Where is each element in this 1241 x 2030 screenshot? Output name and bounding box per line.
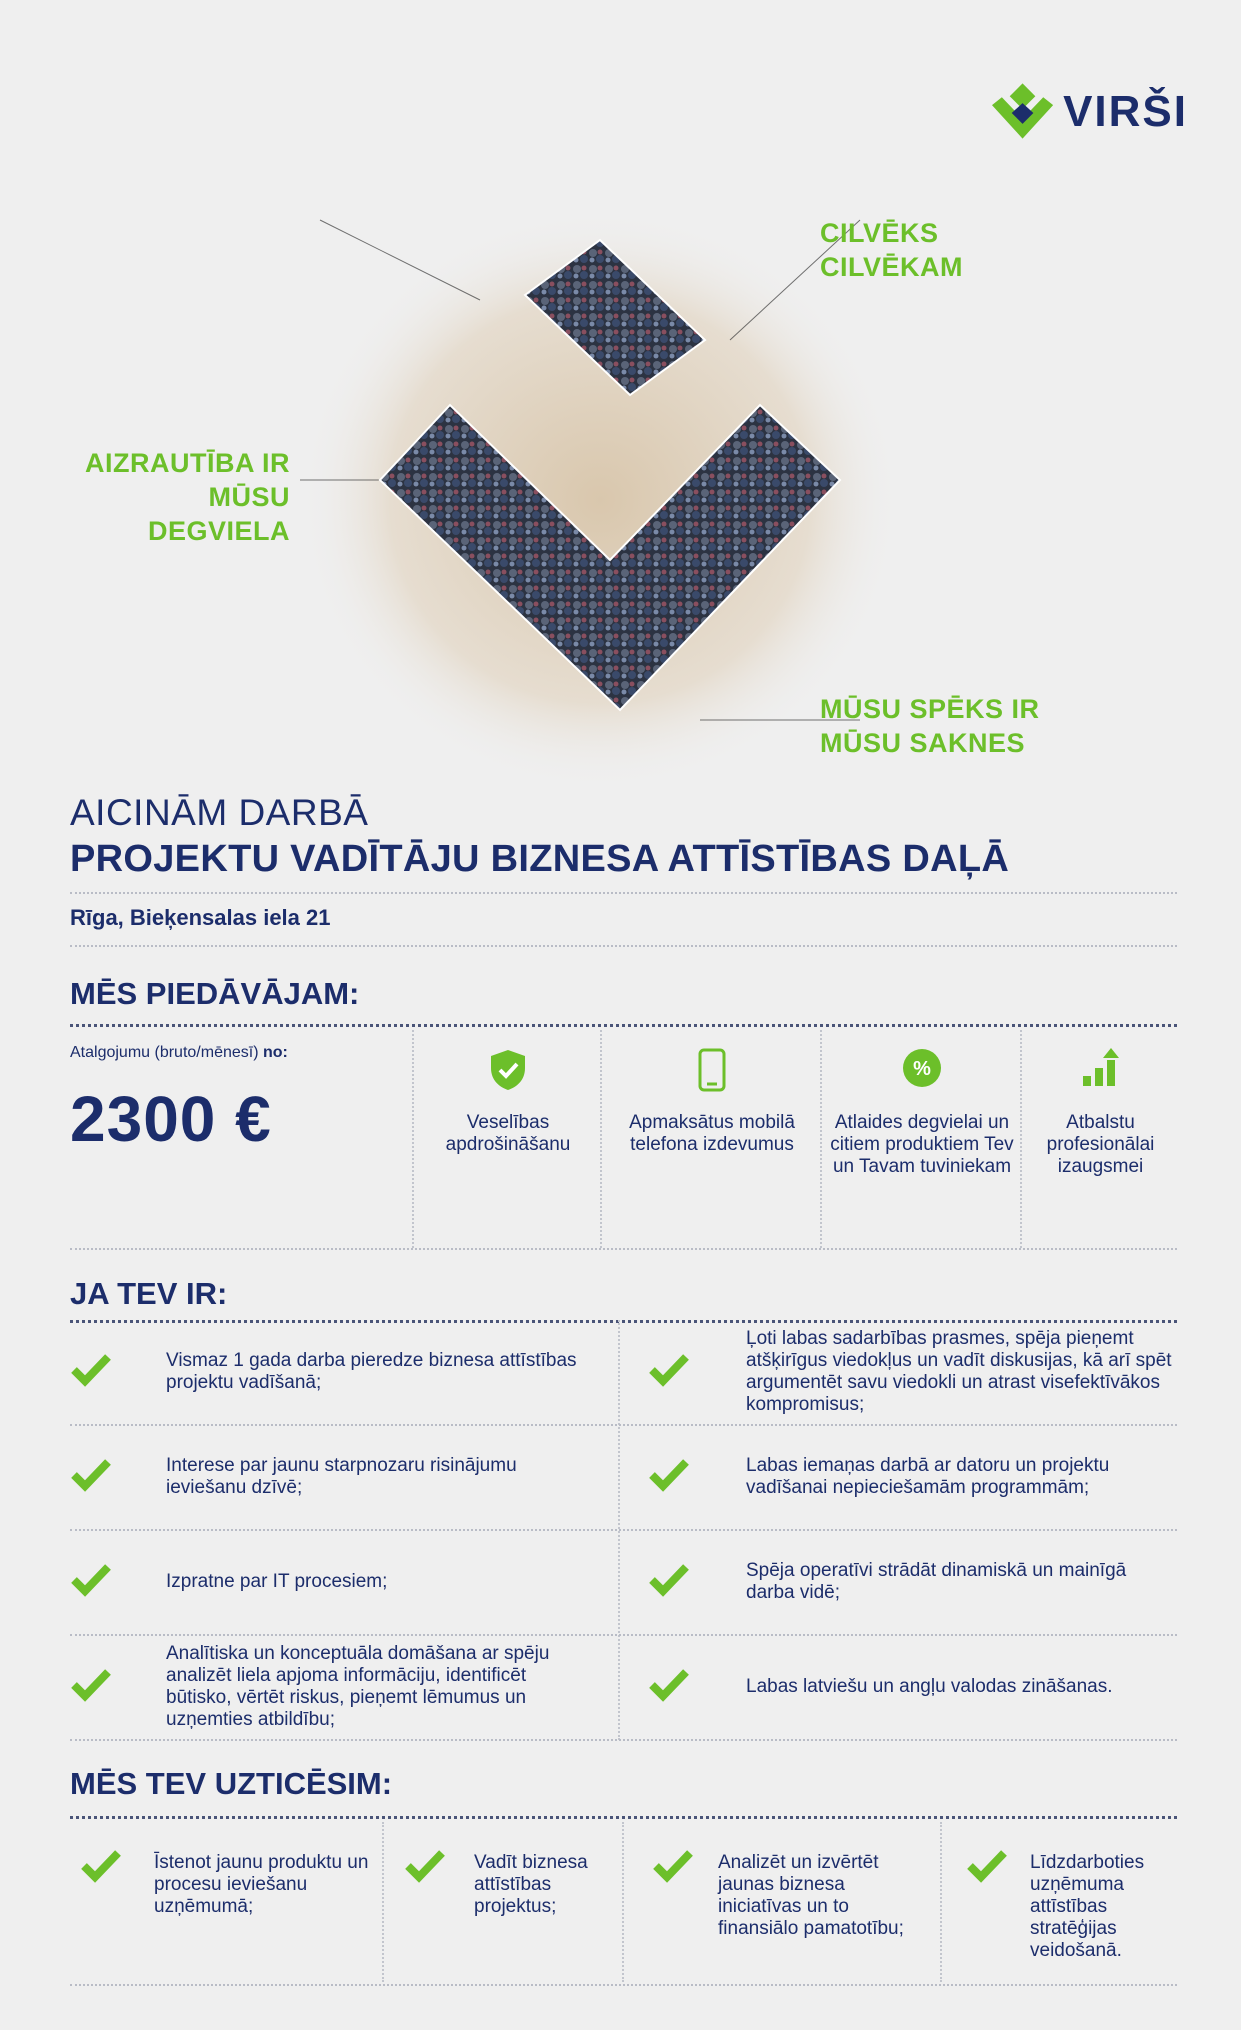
list-item bbox=[70, 1530, 610, 1634]
mobile-phone-icon bbox=[698, 1048, 726, 1092]
list-item bbox=[70, 1320, 610, 1424]
address: Rīga, Bieķensalas iela 21 bbox=[70, 905, 331, 930]
checkmark-icon bbox=[966, 1848, 1008, 1884]
list-item-text: Vismaz 1 gada darba pieredze biznesa attīstības projektu vadīšanā; bbox=[166, 1350, 577, 1393]
page-title: PROJEKTU VADĪTĀJU BIZNESA ATTĪSTĪBAS DAĻĀ bbox=[70, 838, 1010, 880]
list-item-text: Ļoti labas sadarbības prasmes, spēja pieņemt atšķirīgus viedokļus un vadīt diskusijas, kā arī spēt argumentēt savu viedokli un atrast visefektīvākos kompromisus; bbox=[746, 1328, 1172, 1415]
list-item-text: Vadīt biznesa attīstības projektus; bbox=[474, 1852, 588, 1917]
list-item-text: Spēja operatīvi strādāt dinamiskā un mainīgā darba vidē; bbox=[746, 1560, 1127, 1603]
benefit-label: Atbalstu profesionālai izaugsmei bbox=[1046, 1112, 1155, 1177]
slogan-top-right bbox=[820, 216, 963, 284]
hero-crowd-photo bbox=[300, 200, 900, 800]
list-item bbox=[648, 1635, 1177, 1739]
benefit-item bbox=[600, 1030, 822, 1248]
checkmark-icon bbox=[70, 1457, 112, 1493]
brand-logo bbox=[992, 80, 1188, 144]
growth-chart-icon bbox=[1081, 1048, 1121, 1088]
checkmark-icon bbox=[648, 1457, 690, 1493]
slogan-line: AIZRAUTĪBA IR bbox=[85, 448, 290, 478]
list-item bbox=[622, 1822, 942, 1982]
checkmark-icon bbox=[80, 1848, 122, 1884]
divider bbox=[70, 892, 1177, 894]
list-item bbox=[648, 1425, 1177, 1529]
list-item bbox=[70, 1425, 610, 1529]
pre-title: AICINĀM DARBĀ bbox=[70, 792, 369, 833]
benefit-label: Atlaides degvielai un citiem produktiem Tev un Tavam tuviniekam bbox=[830, 1112, 1014, 1177]
list-item bbox=[940, 1822, 1179, 1982]
list-item bbox=[648, 1320, 1177, 1424]
checkmark-icon bbox=[648, 1352, 690, 1388]
list-item-text: Interese par jaunu starpnozaru risinājumu ieviešanu dzīvē; bbox=[166, 1455, 517, 1498]
benefit-item bbox=[820, 1030, 1022, 1248]
list-item bbox=[648, 1530, 1177, 1634]
salary-value: 2300 € bbox=[70, 1083, 272, 1155]
list-item-text: Līdzdarboties uzņēmuma attīstības stratēģijas veidošanā. bbox=[1030, 1852, 1145, 1961]
list-item-text: Īstenot jaunu produktu un procesu ieviešanu uzņēmumā; bbox=[154, 1852, 369, 1917]
benefit-label: Veselības apdrošināšanu bbox=[445, 1112, 571, 1155]
checkmark-icon bbox=[404, 1848, 446, 1884]
divider bbox=[70, 1739, 1177, 1741]
salary-label-suffix: no: bbox=[262, 1044, 288, 1061]
divider bbox=[70, 945, 1177, 947]
checkmark-icon bbox=[648, 1667, 690, 1703]
percent-badge-icon bbox=[902, 1048, 942, 1088]
offer-heading: MĒS PIEDĀVĀJAM: bbox=[70, 976, 360, 1011]
slogan-left bbox=[60, 446, 290, 548]
divider bbox=[70, 1248, 1177, 1250]
list-item-text: Izpratne par IT procesiem; bbox=[166, 1571, 388, 1592]
divider bbox=[70, 1816, 1177, 1819]
list-item bbox=[70, 1635, 610, 1739]
list-item-text: Analizēt un izvērtēt jaunas biznesa iniciatīvas un to finansiālo pamatotību; bbox=[718, 1852, 904, 1939]
divider bbox=[70, 1984, 1177, 1986]
slogan-line: CILVĒKAM bbox=[820, 252, 963, 282]
requirements-heading: JA TEV IR: bbox=[70, 1276, 228, 1311]
benefit-item bbox=[1020, 1030, 1179, 1248]
salary-label bbox=[70, 1044, 288, 1062]
slogan-bottom-right bbox=[820, 692, 1040, 760]
list-item-text: Labas iemaņas darbā ar datoru un projektu vadīšanai nepieciešamām programmām; bbox=[746, 1455, 1110, 1498]
slogan-line: MŪSU DEGVIELA bbox=[147, 482, 290, 546]
slogan-line: CILVĒKS bbox=[820, 218, 939, 248]
offer-section bbox=[70, 1030, 1177, 1248]
checkmark-icon bbox=[648, 1562, 690, 1598]
list-item bbox=[382, 1822, 624, 1982]
list-item bbox=[70, 1822, 382, 1982]
trust-heading: MĒS TEV UZTICĒSIM: bbox=[70, 1766, 393, 1801]
svg-text:%: % bbox=[913, 1058, 931, 1080]
slogan-line: MŪSU SAKNES bbox=[820, 728, 1026, 758]
shield-check-icon bbox=[489, 1048, 527, 1092]
slogan-line: MŪSU SPĒKS IR bbox=[820, 694, 1040, 724]
checkmark-icon bbox=[70, 1352, 112, 1388]
list-item-text: Analītiska un konceptuāla domāšana ar spēju analizēt liela apjoma informāciju, identificēt būtisko, vērtēt riskus, pieņemt lēmumus un uzņemties atbildību; bbox=[166, 1643, 550, 1730]
salary-label-text: Atalgojumu (bruto/mēnesī) bbox=[70, 1044, 259, 1061]
checkmark-icon bbox=[652, 1848, 694, 1884]
checkmark-icon bbox=[70, 1667, 112, 1703]
benefit-item bbox=[412, 1030, 602, 1248]
virsi-logo-icon bbox=[992, 83, 1053, 141]
divider bbox=[70, 1024, 1177, 1027]
benefit-label: Apmaksātus mobilā telefona izdevumus bbox=[629, 1112, 795, 1155]
list-item-text: Labas latviešu un angļu valodas zināšanas. bbox=[746, 1676, 1113, 1697]
brand-name: VIRŠI bbox=[1063, 87, 1188, 136]
checkmark-icon bbox=[70, 1562, 112, 1598]
